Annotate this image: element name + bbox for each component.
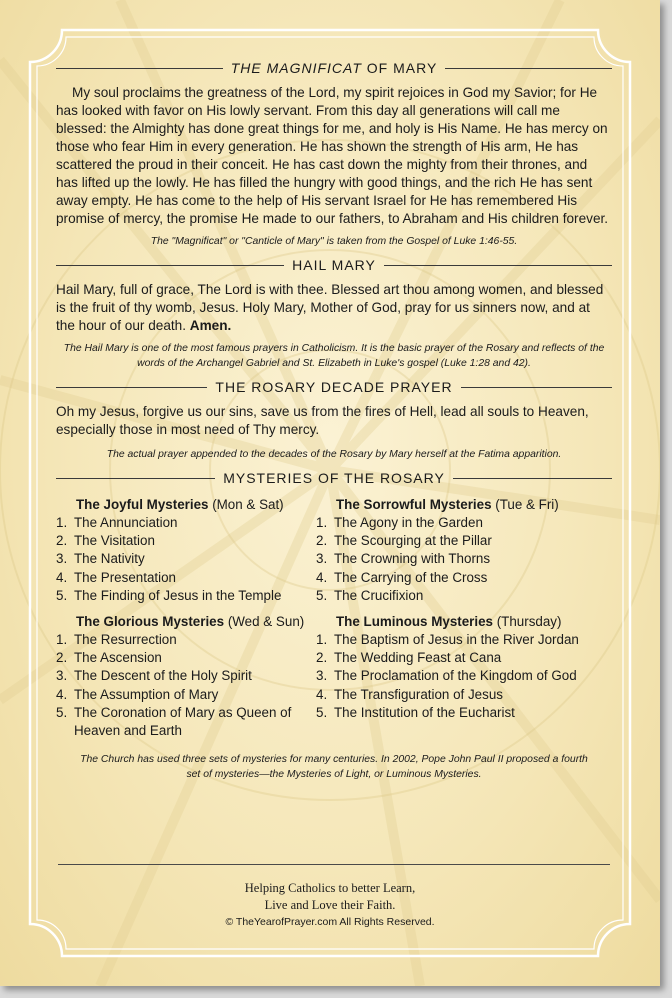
item-text: The Resurrection	[74, 632, 177, 648]
item-text: The Visitation	[74, 533, 155, 549]
item-number: 3.	[56, 551, 68, 567]
hail-mary-heading	[56, 255, 612, 275]
item-number: 3.	[316, 668, 328, 684]
list-item	[316, 569, 592, 587]
item-number: 5.	[316, 587, 328, 603]
luminous-days: (Thursday)	[493, 614, 562, 630]
magnificat-title-rest: OF MARY	[361, 60, 438, 76]
joyful-mysteries-title	[56, 496, 316, 514]
item-text: The Agony in the Garden	[334, 515, 483, 530]
hail-mary-amen: Amen.	[189, 318, 232, 333]
hail-mary-text	[56, 281, 612, 335]
list-item	[316, 550, 592, 568]
list-item	[316, 587, 592, 605]
item-text: The Crucifixion	[334, 587, 424, 603]
list-item	[56, 532, 316, 550]
item-text: The Crowning with Thorns	[334, 551, 491, 567]
glorious-list	[56, 631, 316, 740]
joyful-days: (Mon & Sat)	[208, 497, 284, 512]
list-item	[56, 704, 316, 740]
decade-prayer-title: THE ROSARY DECADE PRAYER	[215, 379, 453, 395]
glorious-mysteries-title	[56, 613, 316, 631]
heading-rule-right	[453, 478, 612, 479]
item-number: 4.	[316, 569, 328, 585]
list-item	[56, 631, 316, 649]
heading-rule-right	[461, 387, 612, 388]
list-item	[56, 569, 316, 587]
item-number: 1.	[316, 632, 328, 648]
magnificat-note: The "Magnificat" or "Canticle of Mary" is taken from the Gospel of Luke 1:46-55.	[150, 236, 518, 247]
list-item	[316, 532, 592, 550]
luminous-mysteries-title	[316, 613, 592, 631]
sorrowful-list	[316, 514, 592, 605]
hail-mary-note: The Hail Mary is one of the most famous prayers in Catholicism. It is the basic prayer of the Rosary and reflects of the words of the Archangel Gabriel and St. Elizabeth in Luke's gospel (Luke 1:28 and 42).	[63, 343, 605, 369]
footer-divider	[58, 864, 610, 865]
mysteries-title: MYSTERIES OF THE ROSARY	[223, 470, 445, 486]
mysteries-note: The Church has used three sets of mysteries for many centuries. In 2002, Pope John Paul II proposed a fourth set of mysteries—the Mysteries of Light, or Luminous Mysteries.	[80, 754, 588, 781]
item-text: The Assumption of Mary	[74, 686, 219, 702]
item-text: The Scourging at the Pillar	[334, 533, 492, 549]
heading-rule-left	[56, 478, 215, 479]
list-item	[316, 667, 592, 685]
heading-rule-right	[445, 68, 612, 69]
item-number: 5.	[56, 704, 68, 720]
footer-tagline-line1: Helping Catholics to better Learn,	[244, 881, 416, 895]
list-item	[56, 667, 316, 685]
item-text: The Wedding Feast at Cana	[334, 650, 502, 666]
list-item	[56, 587, 316, 605]
list-item	[316, 704, 592, 722]
hail-mary-title: HAIL MARY	[292, 257, 376, 273]
item-number: 3.	[316, 551, 328, 567]
item-number: 1.	[56, 515, 68, 530]
list-item	[316, 686, 592, 704]
item-number: 4.	[56, 569, 68, 585]
footer-copyright: © TheYearofPrayer.com All Rights Reserved.	[225, 916, 435, 928]
heading-rule-left	[56, 68, 223, 69]
list-item	[316, 514, 592, 532]
sorrowful-name: The Sorrowful Mysteries	[336, 497, 492, 512]
item-number: 5.	[316, 704, 328, 720]
luminous-list	[316, 631, 592, 722]
item-number: 3.	[56, 668, 68, 684]
card-content	[56, 58, 612, 788]
mysteries-heading	[56, 468, 612, 488]
magnificat-title-italic: THE MAGNIFICAT	[230, 60, 362, 76]
item-text: The Carrying of the Cross	[334, 569, 488, 585]
glorious-name: The Glorious Mysteries	[76, 614, 225, 630]
joyful-list	[56, 514, 316, 605]
item-number: 5.	[56, 587, 68, 603]
item-number: 2.	[316, 533, 328, 549]
sorrowful-days: (Tue & Fri)	[491, 497, 559, 512]
joyful-name: The Joyful Mysteries	[76, 497, 209, 512]
mysteries-grid	[56, 496, 612, 748]
joyful-mysteries	[56, 496, 316, 605]
item-number: 2.	[316, 650, 328, 666]
item-number: 2.	[56, 533, 68, 549]
list-item	[56, 686, 316, 704]
item-text: The Institution of the Eucharist	[334, 704, 515, 720]
item-number: 1.	[56, 632, 68, 648]
item-text: The Nativity	[74, 551, 145, 567]
glorious-mysteries	[56, 613, 316, 740]
decade-prayer-text: Oh my Jesus, forgive us our sins, save us from the fires of Hell, lead all souls to Heaven, especially those in most need of Thy mercy.	[56, 404, 589, 437]
luminous-name: The Luminous Mysteries	[336, 614, 493, 630]
decade-prayer-note: The actual prayer appended to the decades of the Rosary by Mary herself at the Fatima apparition.	[106, 449, 562, 460]
item-text: The Transfiguration of Jesus	[334, 686, 503, 702]
heading-rule-left	[56, 387, 207, 388]
item-text: The Coronation of Mary as Queen of Heaven and Earth	[74, 704, 292, 739]
item-number: 2.	[56, 650, 68, 666]
list-item	[56, 649, 316, 667]
luminous-mysteries	[316, 613, 592, 740]
item-text: The Descent of the Holy Spirit	[74, 668, 252, 684]
sorrowful-mysteries	[316, 496, 592, 605]
decade-prayer-heading	[56, 377, 612, 397]
list-item	[56, 514, 316, 532]
item-text: The Baptism of Jesus in the River Jordan	[334, 632, 579, 648]
item-number: 1.	[316, 515, 328, 530]
glorious-days: (Wed & Sun)	[224, 614, 305, 630]
sorrowful-mysteries-title	[316, 496, 592, 514]
heading-rule-left	[56, 265, 284, 266]
list-item	[56, 550, 316, 568]
magnificat-title	[231, 60, 438, 76]
heading-rule-right	[384, 265, 612, 266]
item-text: The Proclamation of the Kingdom of God	[334, 668, 577, 684]
item-text: The Finding of Jesus in the Temple	[74, 587, 282, 603]
list-item	[316, 631, 592, 649]
item-text: The Annunciation	[74, 515, 178, 530]
item-number: 4.	[56, 686, 68, 702]
footer-tagline-line2: Live and Love their Faith.	[264, 898, 396, 912]
item-text: The Ascension	[74, 650, 162, 666]
magnificat-text: My soul proclaims the greatness of the Lord, my spirit rejoices in God my Savior; for He has looked with favor on His lowly servant. From this day all generations will call me blessed: the Almighty has done great things for me, and holy is His Name. He has mercy on those who fear Him in every generation. He has shown the strength of His arm, He has scattered the proud in their conceit. He has cast down the mighty from their thrones, and has lifted up the lowly. He has filled the hungry with good things, and the rich He has sent away empty. He has come to the help of His servant Israel for He has remembered His promise of mercy, the promise He made to our fathers, to Abraham and His children forever.	[56, 85, 609, 226]
item-number: 4.	[316, 686, 328, 702]
footer	[0, 880, 660, 931]
hail-mary-body: Hail Mary, full of grace, The Lord is with thee. Blessed art thou among women, and blessed is the fruit of thy womb, Jesus. Holy Mary, Mother of God, pray for us sinners now, and at the hour of our death.	[56, 282, 604, 333]
magnificat-heading	[56, 58, 612, 78]
item-text: The Presentation	[74, 569, 176, 585]
list-item	[316, 649, 592, 667]
